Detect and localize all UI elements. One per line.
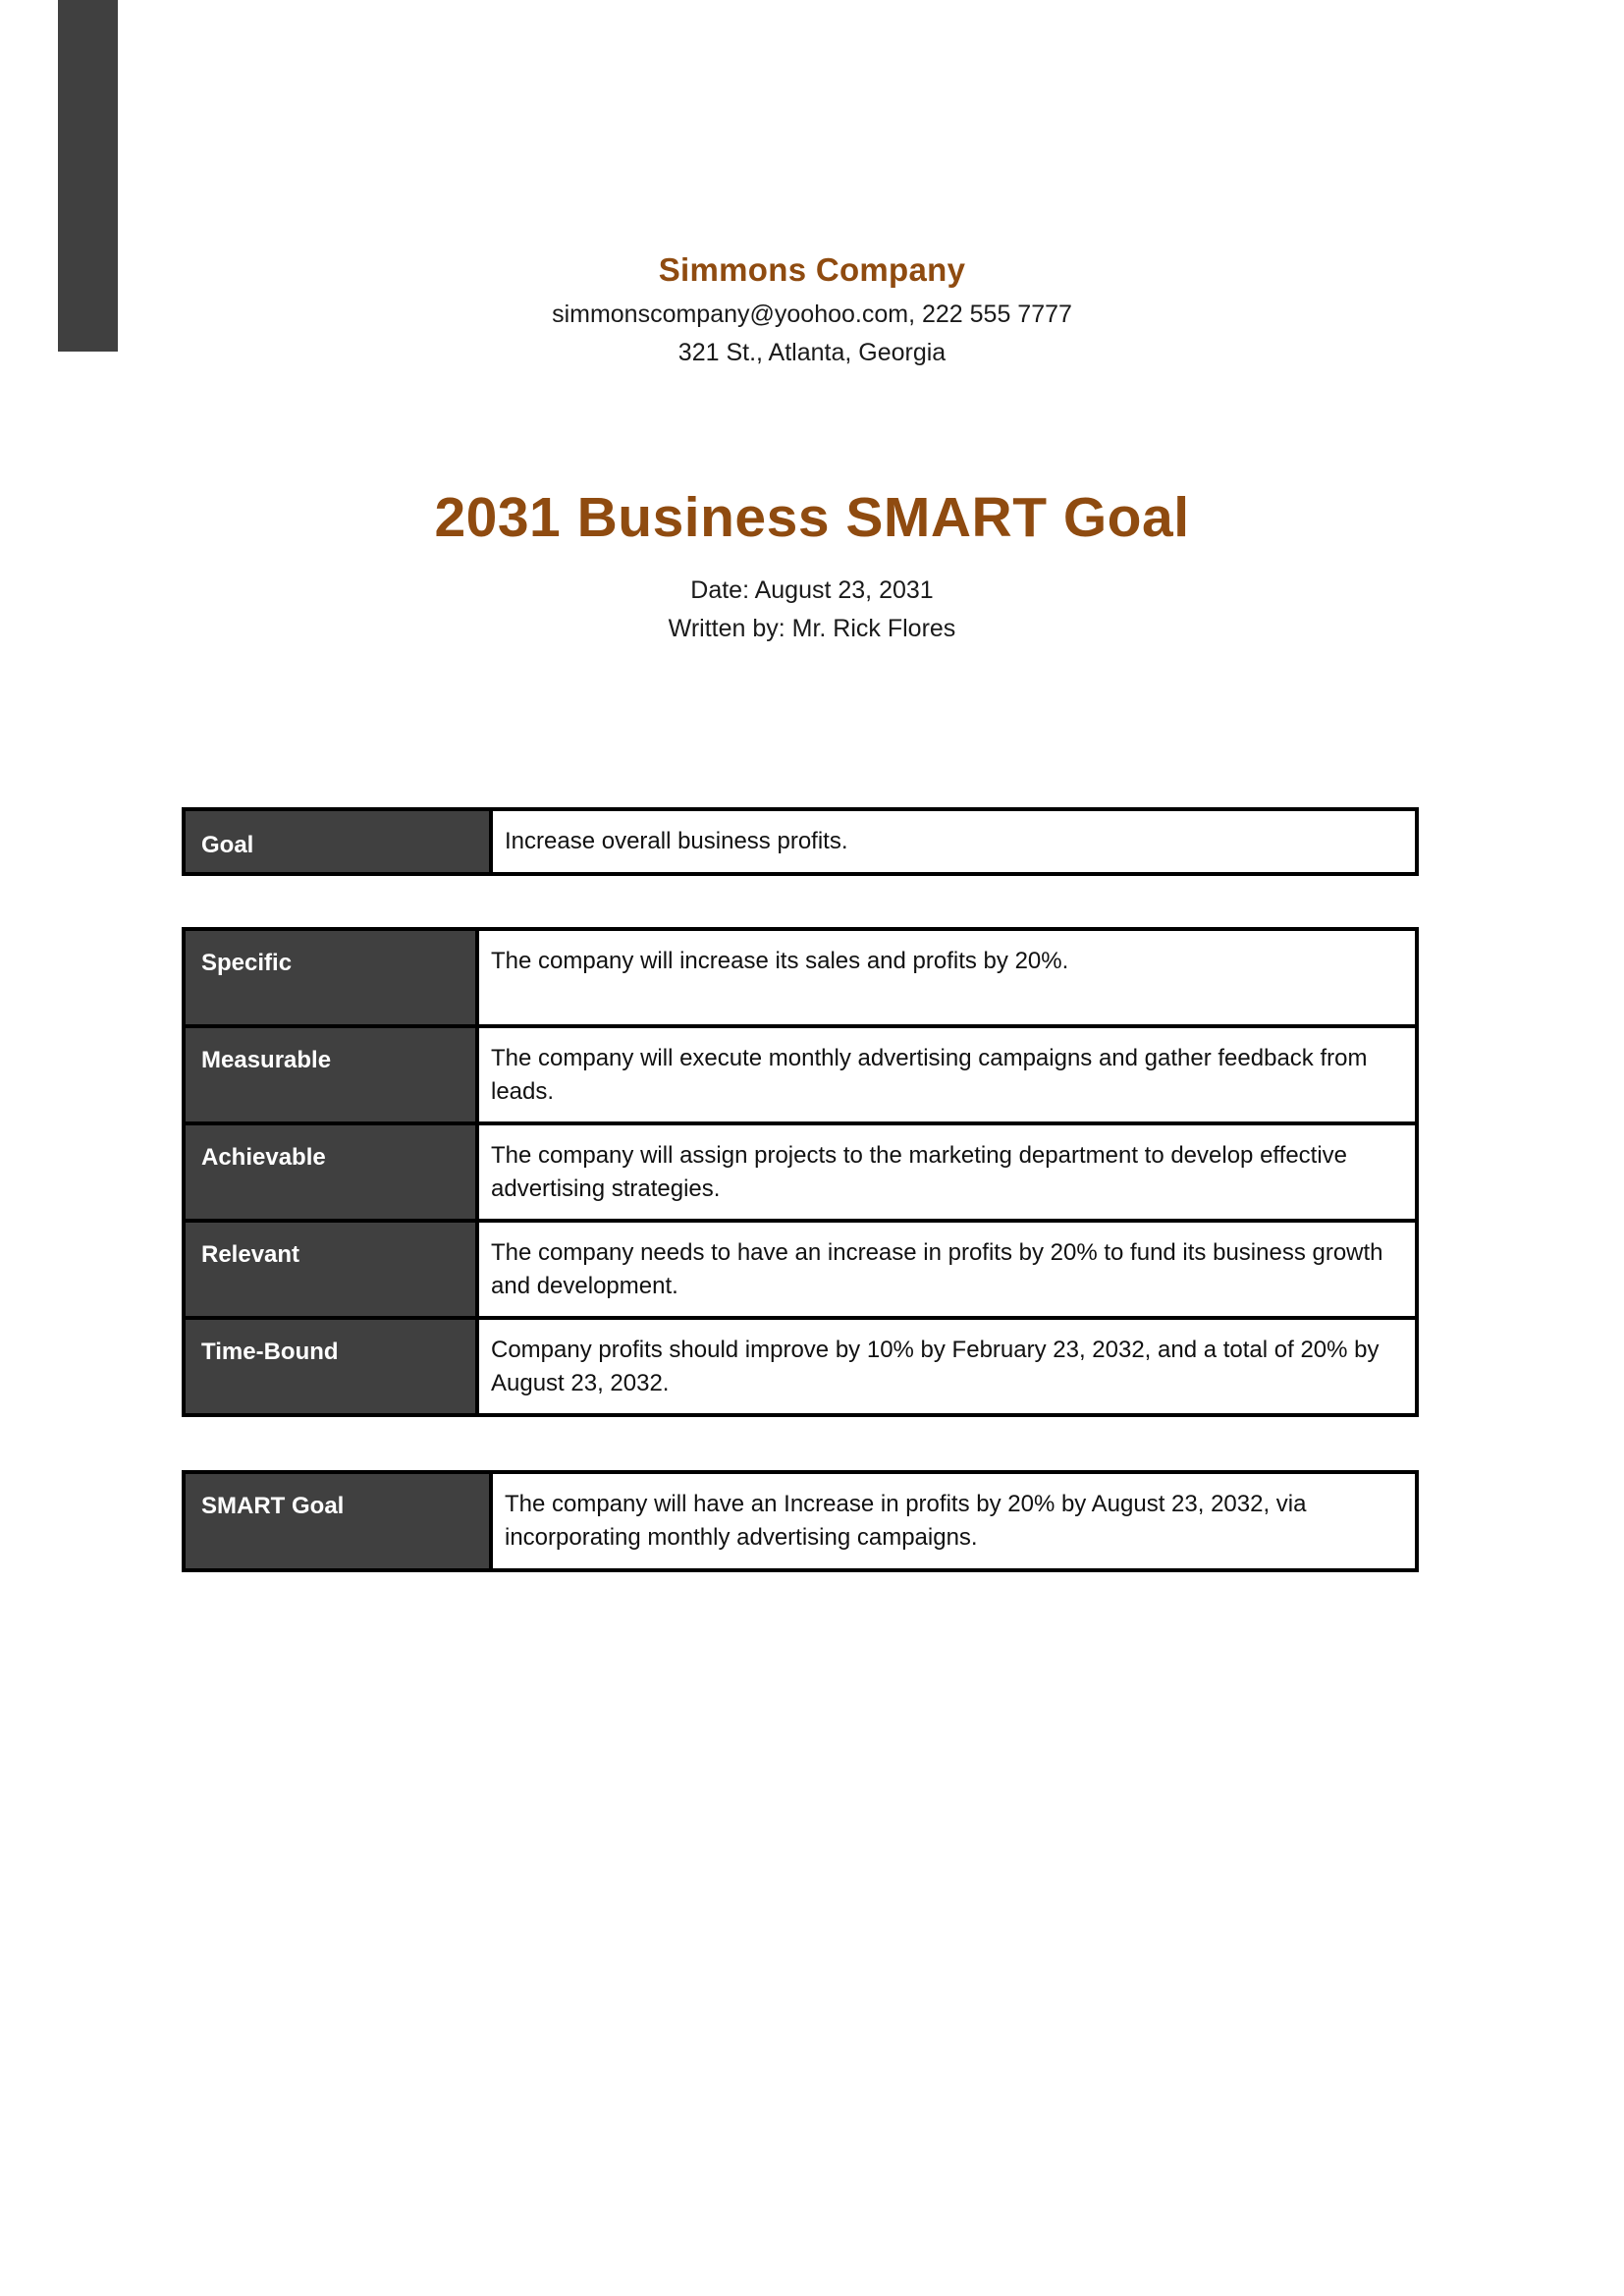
- table-row: [184, 1026, 1417, 1123]
- goal-label: Goal: [184, 809, 491, 874]
- criteria-value-achievable: The company will assign projects to the marketing department to develop effective advertising strategies.: [477, 1123, 1417, 1221]
- criteria-label-time-bound: Time-Bound: [184, 1318, 477, 1415]
- criteria-value-time-bound: Company profits should improve by 10% by February 23, 2032, and a total of 20% by August 23, 2032.: [477, 1318, 1417, 1415]
- criteria-label-relevant: Relevant: [184, 1221, 477, 1318]
- decorative-side-bar: [58, 0, 118, 352]
- table-row: [184, 1472, 1417, 1570]
- smart-goal-label: SMART Goal: [184, 1472, 491, 1570]
- table-row: [184, 1221, 1417, 1318]
- smart-criteria-table: [182, 927, 1419, 1417]
- criteria-label-measurable: Measurable: [184, 1026, 477, 1123]
- table-row: [184, 809, 1417, 874]
- company-contact: simmonscompany@yoohoo.com, 222 555 7777: [552, 301, 1072, 328]
- table-row: [184, 1123, 1417, 1221]
- criteria-label-achievable: Achievable: [184, 1123, 477, 1221]
- smart-goal-table: [182, 1470, 1419, 1572]
- goal-table: [182, 807, 1419, 876]
- table-row: [184, 929, 1417, 1026]
- company-address: 321 St., Atlanta, Georgia: [677, 339, 947, 366]
- criteria-value-specific: The company will increase its sales and profits by 20%.: [477, 929, 1417, 1026]
- table-row: [184, 1318, 1417, 1415]
- goal-value: Increase overall business profits.: [491, 809, 1417, 874]
- criteria-label-specific: Specific: [184, 929, 477, 1026]
- company-name: Simmons Company: [658, 251, 966, 288]
- smart-goal-value: The company will have an Increase in profits by 20% by August 23, 2032, via incorporating monthly advertising campaigns.: [491, 1472, 1417, 1570]
- criteria-value-measurable: The company will execute monthly advertising campaigns and gather feedback from leads.: [477, 1026, 1417, 1123]
- document-author: Written by: Mr. Rick Flores: [668, 615, 956, 642]
- criteria-value-relevant: The company needs to have an increase in profits by 20% to fund its business growth and development.: [477, 1221, 1417, 1318]
- document-date: Date: August 23, 2031: [690, 576, 934, 604]
- document-title: 2031 Business SMART Goal: [434, 486, 1190, 549]
